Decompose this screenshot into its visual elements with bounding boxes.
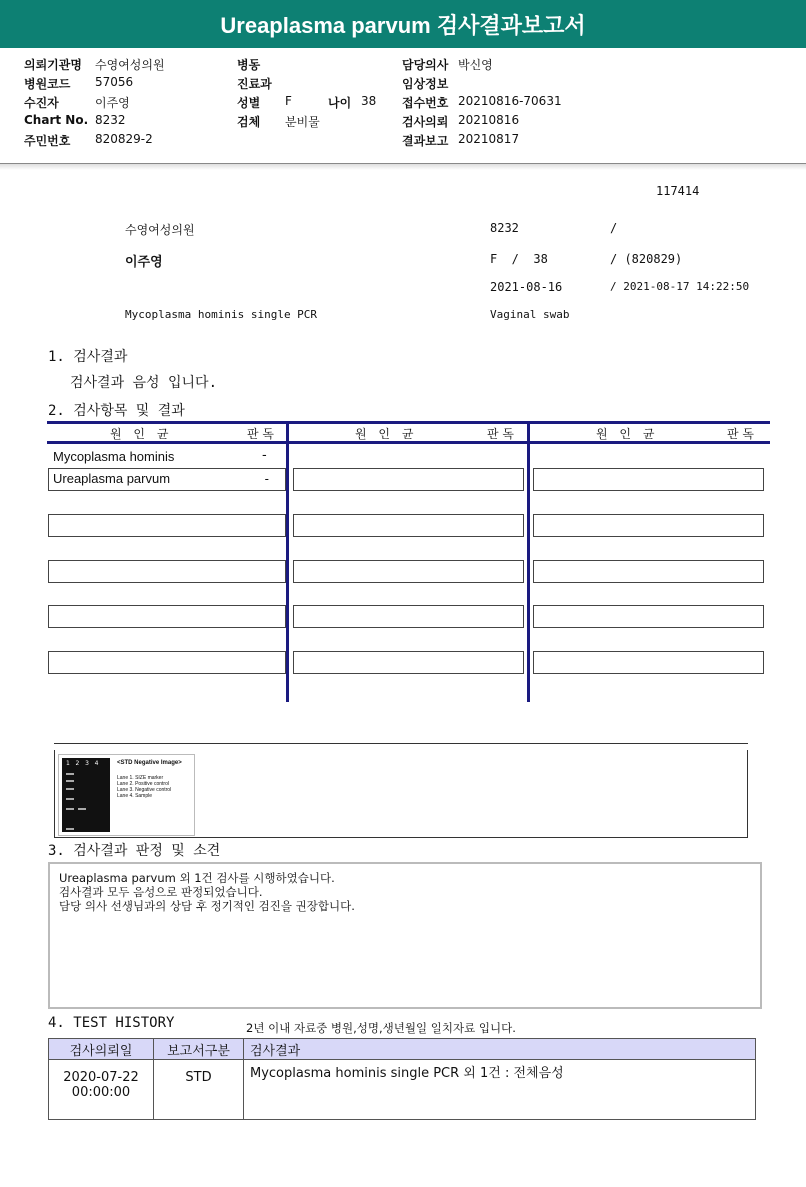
gel-band <box>78 808 86 810</box>
section4-heading: 4. TEST HISTORY <box>48 1015 175 1031</box>
pathogen-result: - <box>264 471 269 486</box>
gel-image-panel <box>58 754 195 836</box>
col-header-pathogen: 원 인 균 <box>596 427 659 441</box>
pathogen-name: Mycoplasma hominis <box>53 449 175 464</box>
header-value: 57056 <box>95 75 134 89</box>
pathogen-name: Ureaplasma parvum <box>53 471 171 486</box>
column-divider <box>286 421 289 702</box>
gel-band <box>66 808 74 810</box>
header-value: 박신영 <box>458 58 493 72</box>
age-value: 38 <box>361 94 377 108</box>
header-value: 수영여성의원 <box>95 58 165 72</box>
report-slash: / <box>610 221 618 235</box>
header-value: 20210816-70631 <box>458 94 562 108</box>
report-number: 117414 <box>656 184 700 198</box>
header-col2 <box>237 56 397 132</box>
empty-result-cell <box>293 560 524 583</box>
header-label: 성별 <box>237 96 261 110</box>
header-shadow <box>0 164 806 170</box>
gel-caption-line: Lane 2. Positive control <box>117 781 169 787</box>
gel-caption-lines <box>117 775 171 799</box>
opinion-line: Ureaplasma parvum 외 1건 검사를 시행하였습니다. <box>59 871 335 885</box>
header-label: 진료과 <box>237 77 272 91</box>
table-top-rule <box>47 421 770 424</box>
header-label: 검사의뢰 <box>402 115 449 129</box>
empty-result-cell <box>293 468 524 491</box>
section3-heading: 3. 검사결과 판정 및 소견 <box>48 843 221 859</box>
gel-lane-numbers: 1 2 3 4 <box>66 760 99 767</box>
header-label: 임상정보 <box>402 77 449 91</box>
history-row <box>49 1060 756 1120</box>
gel-band <box>66 798 74 800</box>
history-type: STD <box>154 1060 244 1120</box>
header-col3 <box>402 56 622 151</box>
gel-caption-line: Lane 1. SIZE marker <box>117 775 164 781</box>
report-title: Ureaplasma parvum 검사결과보고서 <box>0 0 806 48</box>
gel-band <box>66 788 74 790</box>
header-label: Chart No. <box>24 113 89 127</box>
report-datetime: / 2021-08-17 14:22:50 <box>610 280 750 293</box>
age-label: 나이 <box>328 96 352 110</box>
section2-heading: 2. 검사항목 및 결과 <box>48 403 185 419</box>
report-patient: 이주영 <box>125 255 163 270</box>
section1-text: 검사결과 음성 입니다. <box>70 375 218 391</box>
header-label: 수진자 <box>24 96 59 110</box>
result-row <box>48 468 286 491</box>
col-header-pathogen: 원 인 균 <box>355 427 418 441</box>
gel-band <box>66 780 74 782</box>
empty-result-cell <box>533 605 764 628</box>
section1-heading: 1. 검사결과 <box>48 349 128 365</box>
history-date-cell <box>49 1060 154 1120</box>
report-test-date: 2021-08-16 <box>490 280 563 294</box>
empty-result-cell <box>533 468 764 491</box>
report-clinic: 수영여성의원 <box>125 223 195 237</box>
history-time: 00:00:00 <box>71 1085 131 1100</box>
column-divider <box>527 421 530 702</box>
history-col-result: 검사결과 <box>244 1039 756 1060</box>
header-value: 분비물 <box>285 115 320 129</box>
empty-result-cell <box>533 651 764 674</box>
header-label: 결과보고 <box>402 134 449 148</box>
col-header-pathogen: 원 인 균 <box>110 427 173 441</box>
gel-caption-title: <STD Negative Image> <box>117 760 182 766</box>
empty-result-cell <box>293 514 524 537</box>
opinion-line: 검사결과 모두 음성으로 판정되었습니다. <box>59 885 263 899</box>
col-header-result: 판 독 <box>727 427 754 441</box>
opinion-line: 담당 의사 선생님과의 상담 후 정기적인 검진을 권장합니다. <box>59 899 355 913</box>
empty-result-cell <box>48 514 286 537</box>
header-value: 20210816 <box>458 113 520 127</box>
gel-top-rule <box>54 743 748 744</box>
col-header-result: 판 독 <box>247 427 274 441</box>
history-col-date: 검사의뢰일 <box>49 1039 154 1060</box>
report-test-name: Mycoplasma hominis single PCR <box>125 308 318 321</box>
gel-caption-line: Lane 4. Sample <box>117 793 153 799</box>
history-result: Mycoplasma hominis single PCR 외 1건 : 전체음성 <box>244 1060 756 1120</box>
history-date: 2020-07-22 <box>63 1070 139 1085</box>
report-specimen: Vaginal swab <box>490 308 570 321</box>
header-label: 담당의사 <box>402 58 449 72</box>
history-table <box>48 1038 756 1120</box>
header-label: 병동 <box>237 58 261 72</box>
empty-result-cell <box>293 651 524 674</box>
empty-result-cell <box>48 651 286 674</box>
col-header-result: 판 독 <box>487 427 514 441</box>
history-note: 2년 이내 자료중 병원,성명,생년월일 일치자료 입니다. <box>246 1021 516 1035</box>
header-value: 8232 <box>95 113 126 127</box>
empty-result-cell <box>48 560 286 583</box>
gel-image <box>62 758 110 832</box>
header-value: F <box>285 94 292 108</box>
header-value: 20210817 <box>458 132 520 146</box>
header-label: 검체 <box>237 115 261 129</box>
header-label: 의뢰기관명 <box>24 58 82 72</box>
gel-band <box>66 828 74 830</box>
empty-result-cell <box>533 560 764 583</box>
header-label: 주민번호 <box>24 134 71 148</box>
empty-result-cell <box>293 605 524 628</box>
empty-result-cell <box>48 605 286 628</box>
history-col-type: 보고서구분 <box>154 1039 244 1060</box>
report-chart: 8232 <box>490 221 519 235</box>
gel-band <box>66 773 74 775</box>
header-value: 이주영 <box>95 96 130 110</box>
report-birth: / (820829) <box>610 252 683 266</box>
report-sex-age: F / 38 <box>490 252 548 266</box>
empty-result-cell <box>533 514 764 537</box>
header-label: 병원코드 <box>24 77 71 91</box>
opinion-box <box>48 862 762 1009</box>
header-label: 접수번호 <box>402 96 449 110</box>
header-value: 820829-2 <box>95 132 153 146</box>
gel-caption-line: Lane 3. Negative control <box>117 787 172 793</box>
header-col1 <box>24 56 224 151</box>
pathogen-result: - <box>262 448 267 463</box>
